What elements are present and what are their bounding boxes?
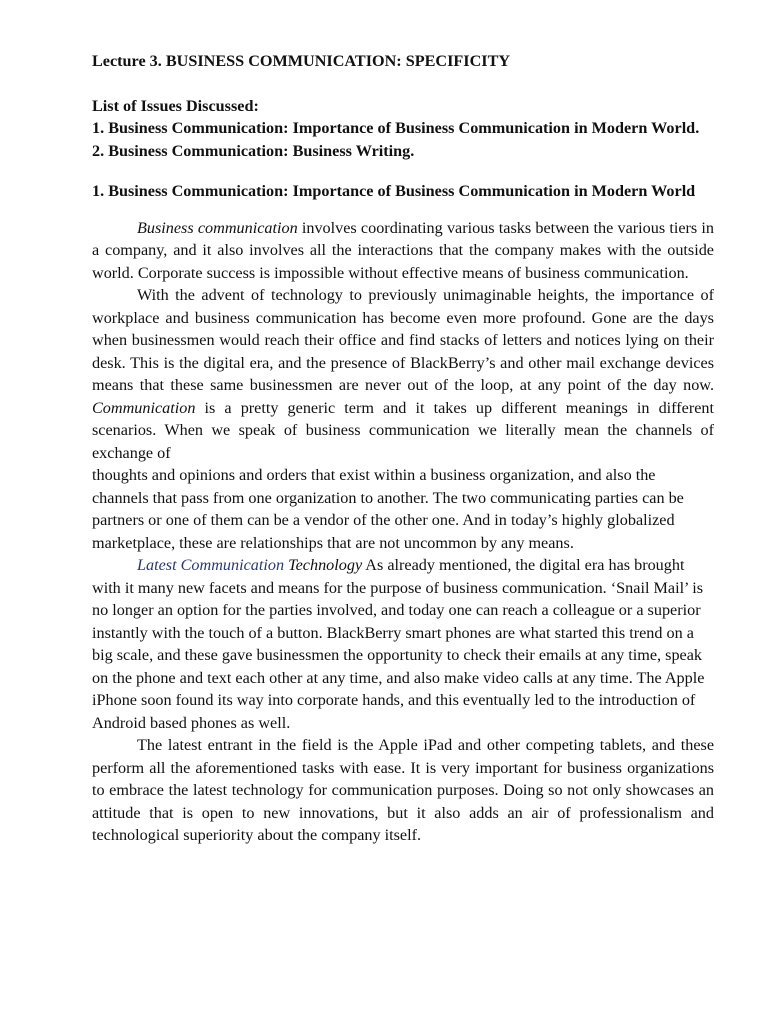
paragraph-1-text: involves coordinating various tasks between the various tiers in a company, and it also involves all the interactions that the company makes with the outside world. Corporate success is impossible without effective means of business communication.: [92, 218, 714, 282]
lecture-title: Lecture 3. BUSINESS COMMUNICATION: SPECIFICITY: [92, 52, 511, 70]
emphasis-latest-communication: Latest Communication: [137, 556, 285, 574]
paragraph-4-text: As already mentioned, the digital era has brought with it many new facets and means for the purpose of business communication. ‘Snail Mail’ is no longer an option for the parties involved, and today one can reach a colleague or a superior instantly with the touch of a button. BlackBerry smart phones are what started this trend on a big scale, and these gave businessmen the opportunity to check their emails at any time, speak on the phone and text each other at any time, and also make video calls at any time. The Apple iPhone soon found its way into corporate hands, and this eventually led to the introduction of Android based phones as well.: [92, 556, 705, 732]
emphasis-communication: Communication: [92, 398, 196, 417]
paragraph-1: [92, 217, 714, 285]
emphasis-business-communication: Business communication: [137, 218, 298, 237]
emphasis-technology: Technology: [288, 556, 363, 574]
section-heading: 1. Business Communication: Importance of Business Communication in Modern World: [92, 182, 696, 200]
document-page: [92, 50, 714, 847]
paragraph-2-text: With the advent of technology to previously unimaginable heights, the importance of workplace and business communication has become even more profound. Gone are the days when businessmen would reach their office and find stacks of letters and notices lying on their desk. This is the digital era, and the presence of BlackBerry’s and other mail exchange devices means that these same businessmen are never out of the loop, at any point of the day now.: [92, 286, 714, 394]
paragraph-3: thoughts and opinions and orders that exist within a business organization, and also the channels that pass from one organization to another. The two communicating parties can be partners or one of them can be a vendor of the other one. And in today’s highly globalized marketplace, these are relationships that are not uncommon by any means.: [92, 466, 684, 552]
issue-item-1: 1. Business Communication: Importance of Business Communication in Modern World.: [92, 119, 700, 137]
paragraph-2-text-continued: is a pretty generic term and it takes up different meanings in different scenarios. When we speak of business communication we literally mean the channels of exchange of: [92, 398, 714, 462]
issues-heading: List of Issues Discussed:: [92, 96, 259, 115]
paragraph-4: [92, 554, 714, 734]
issue-item-2: 2. Business Communication: Business Writing.: [92, 141, 415, 160]
paragraph-5: The latest entrant in the field is the Apple iPad and other competing tablets, and these perform all the aforementioned tasks with ease. It is very important for business organizations to embrace the latest technology for communication purposes. Doing so not only showcases an attitude that is open to new innovations, but it also adds an air of professionalism and technological superiority about the company itself.: [92, 736, 714, 844]
paragraph-2: [92, 284, 714, 464]
